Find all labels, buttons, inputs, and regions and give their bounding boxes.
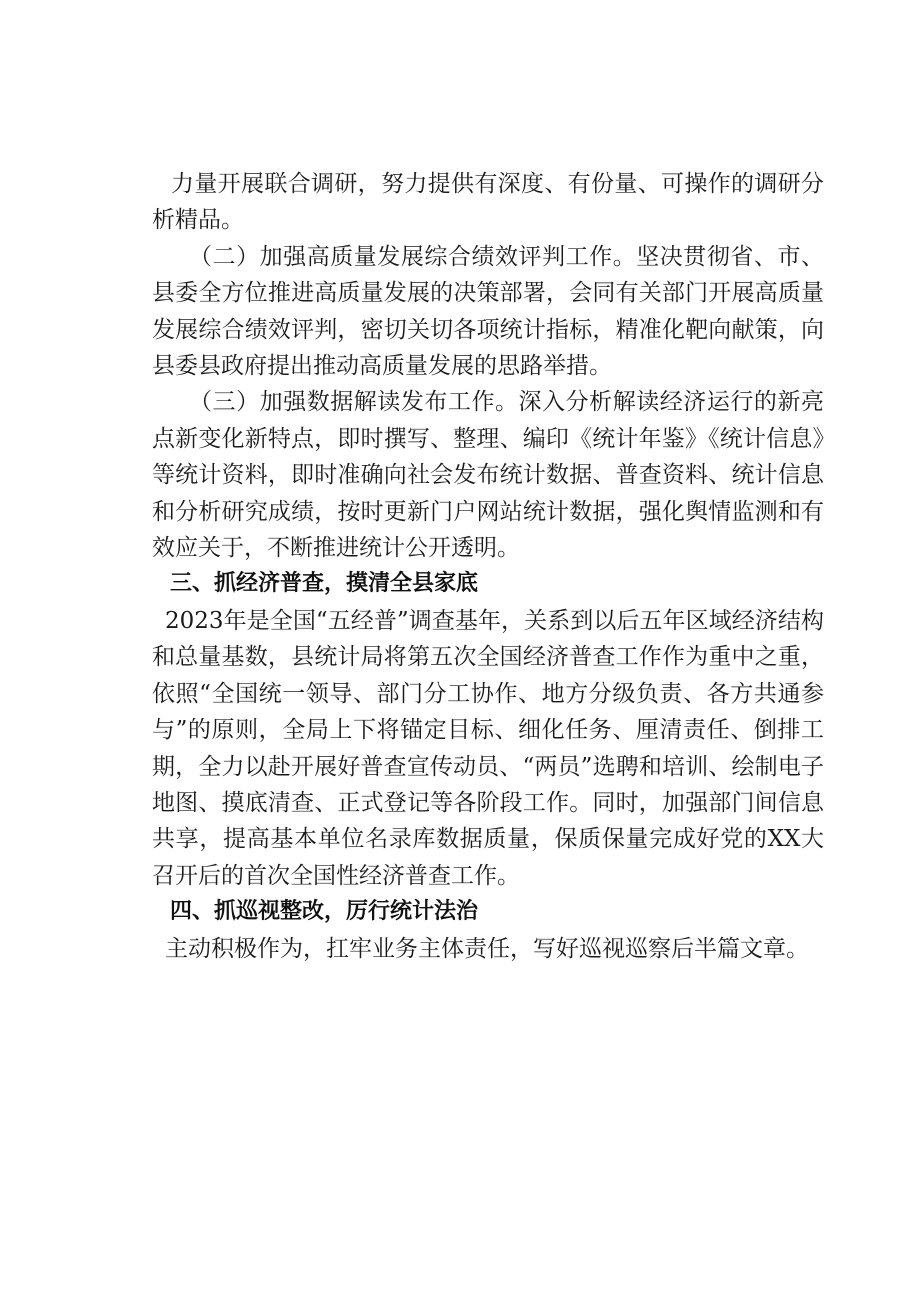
paragraph-section-3: （三）加强数据解读发布工作。深入分析解读经济运行的新亮点新变化新特点，即时撰写、整理、编印《统计年鉴》《统计信息》等统计资料，即时准确向社会发布统计数据、普查资料、统计信息和分析研究成绩，按时更新门户网站统计数据，强化舆情监测和有效应关于，不断推进统计公开透明。 xyxy=(152,389,824,562)
heading-economic-census: 三、抓经济普查，摸清全县家底 xyxy=(170,571,479,597)
paragraph-inspection: 主动积极作为，扛牢业务主体责任，写好巡视巡察后半篇文章。 xyxy=(165,935,809,962)
document-body xyxy=(152,166,824,967)
heading-inspection-rectification: 四、抓巡视整改，厉行统计法治 xyxy=(170,899,479,925)
paragraph-economic-census: 2023年是全国“五经普”调查基年，关系到以后五年区域经济结构和总量基数，县统计局将第五次全国经济普查工作作为重中之重，依照“全国统一领导、部门分工协作、地方分级负责、各方共通参与”的原则，全局上下将锚定目标、细化任务、厘清责任、倒排工期，全力以赴开展好普查宣传动员、“两员”选聘和培训、绘制电子地图、摸底清查、正式登记等各阶段工作。同时，加强部门间信息共享，提高基本单位名录库数据质量，保质保量完成好党的XX大召开后的首次全国性经济普查工作。 xyxy=(152,607,824,889)
paragraph-section-2: （二）加强高质量发展综合绩效评判工作。坚决贯彻省、市、县委全方位推进高质量发展的决策部署，会同有关部门开展高质量发展综合绩效评判，密切关切各项统计指标，精准化靶向献策，向县委县政府提出推动高质量发展的思路举措。 xyxy=(152,243,824,380)
paragraph-research: 力量开展联合调研，努力提供有深度、有份量、可操作的调研分析精品。 xyxy=(152,171,824,234)
